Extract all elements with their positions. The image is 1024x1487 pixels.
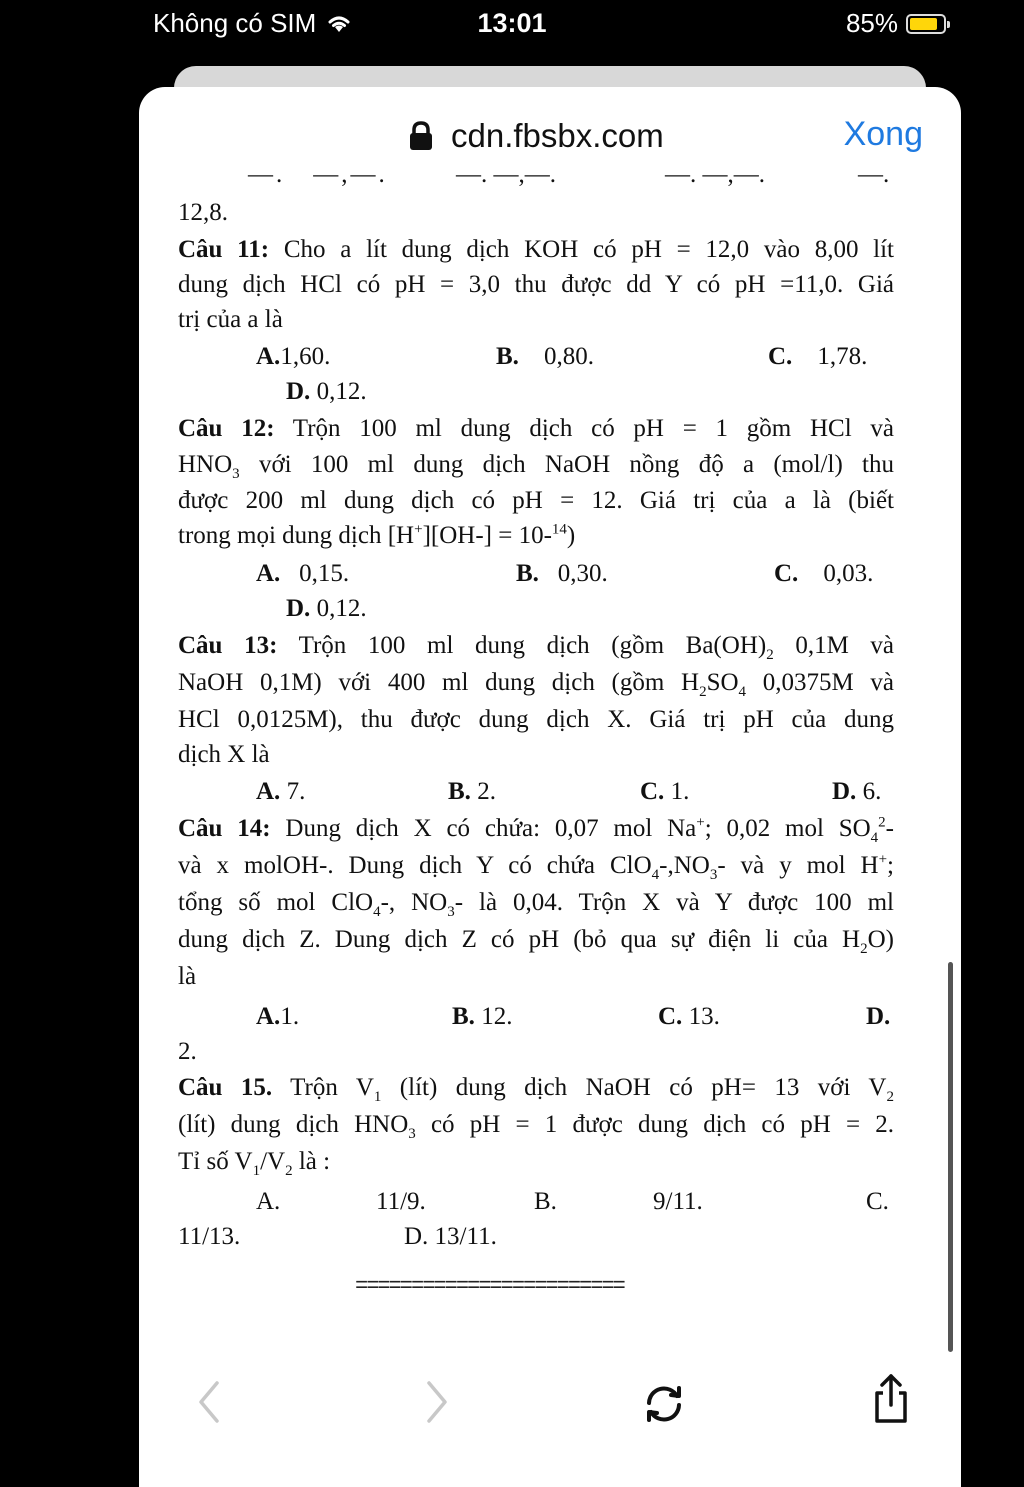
- lock-icon: [409, 121, 433, 151]
- refresh-icon[interactable]: [641, 1383, 687, 1425]
- question-14-line-4: dung dịch Z. Dung dịch Z có pH (bỏ qua sự điện li của $H_2O$): [178, 926, 894, 957]
- q12-option-c: C. 0,03.: [774, 560, 874, 587]
- carrier-label: Không có SIM: [153, 8, 317, 38]
- battery-fill: [910, 18, 937, 30]
- question-12-line-3: được 200 ml dung dịch có pH = 12. Giá trị của a là (biết: [178, 487, 894, 514]
- question-11-line-1: Câu 11: Cho a lít dung dịch KOH có pH = 12,0 vào 8,00 lít: [178, 236, 895, 263]
- q15-option-b: 9/11.: [653, 1188, 703, 1215]
- q11-option-a: A.1,60.: [256, 343, 331, 370]
- question-13-line-4: dịch X là: [178, 741, 270, 768]
- q13-option-a: A. 7.: [256, 778, 306, 805]
- q12-option-a: A. 0,15.: [256, 560, 350, 587]
- q15-option-c-label: C.: [866, 1188, 889, 1215]
- q11-option-d: D. 0,12.: [286, 378, 367, 405]
- url-text: cdn.fbsbx.com: [451, 117, 664, 154]
- done-button[interactable]: Xong: [843, 115, 923, 153]
- battery-percent: 85%: [845, 8, 898, 38]
- browser-toolbar: [139, 1357, 961, 1447]
- question-14-line-2: và x molOH-. Dung dịch Y có chứa $ClO_4-,NO_3-$ và y mol H+;: [178, 851, 894, 883]
- q11-option-b: B. 0,80.: [496, 343, 594, 370]
- question-15-line-2: (lít) dung dịch $HNO_3$ có pH = 1 được dung dịch có pH = 2.: [178, 1111, 894, 1142]
- document-view[interactable]: ―. ―,―. ―. ―,―. ―. ―,―. ―. 12,8. Câu 11: Cho a lít dung dịch KOH có pH = 12,0 vào 8,00 lít dung dịch HCl có pH = 3,0 thu được dd Y có pH =11,0. Giá trị của a là A.1,60. B. 0,80. C. 1,78. D. 0,12. Câu 12: Trộn 100 ml dung dịch có pH = 1 gồm HCl và $HNO_3$ với 100 ml dung dịch NaOH nồng độ a (mol/l) thu được 200 ml dung dịch có pH = 12. Giá trị của a là (biết trong mọi dung dịch [H+][OH-] = 10-$^{14}$) A. 0,15. B. 0,30. C. 0,03. D. 0,12. Câu 13: Trộn 100 ml dung dịch (gồm $Ba(OH)_2$ 0,1M và NaOH 0,1M) với 400 ml dung dịch (gồm $H_2SO_4$ 0,0375M và HCl 0,0125M), thu được dung dịch X. Giá trị pH của dung dịch X là A. 7. B. 2. C. 1. D. 6. Câu 14: Dung dịch X có chứa: 0,07 mol Na+; 0,02 mol $SO_4^2-$ và x molOH-. Dung dịch Y có chứa $ClO_4-,NO_3-$ và y mol H+; tổng số mol ClO$_4$-, $NO_3-$ là 0,04. Trộn X và Y được 100 ml dung dịch Z. Dung dịch Z có pH (bỏ qua sự điện li của $H_2O$) là A.1. B. 12. C. 13. D. 2. Câu 15. Trộn $V_1$ (lít) dung dịch NaOH có pH= 13 với $V_2$ (lít) dung dịch $HNO_3$ có pH = 1 được dung dịch có pH = 2. Tỉ số $V_1/V_2$ là : A. 11/9. B. 9/11. C. 11/13. D. 13/11. ========================: [178, 179, 894, 1359]
- question-14-line-5: là: [178, 963, 197, 990]
- q15-option-c: 11/13.: [178, 1223, 241, 1250]
- q14-option-a: A.1.: [256, 1003, 300, 1030]
- q13-option-b: B. 2.: [448, 778, 496, 805]
- wifi-icon: [326, 14, 352, 34]
- battery-icon: [906, 14, 946, 34]
- question-11-line-2: dung dịch HCl có pH = 3,0 thu được dd Y có pH =11,0. Giá: [178, 271, 894, 298]
- url-bar[interactable]: [409, 117, 664, 155]
- question-15-line-3: Tỉ số $V_1/V_2$ là :: [178, 1148, 331, 1179]
- question-15-line-1: Câu 15. Trộn $V_1$ (lít) dung dịch NaOH có pH= 13 với $V_2$: [178, 1074, 894, 1105]
- q13-option-c: C. 1.: [640, 778, 690, 805]
- carrier-indicator: [153, 8, 352, 39]
- q15-option-a-label: A.: [256, 1188, 281, 1215]
- q15-option-a: 11/9.: [376, 1188, 426, 1215]
- q14-option-c: C. 13.: [658, 1003, 720, 1030]
- q12-option-b: B. 0,30.: [516, 560, 608, 587]
- question-12-line-2: $HNO_3$ với 100 ml dung dịch NaOH nồng độ a (mol/l) thu: [178, 451, 894, 482]
- question-12-line-1: Câu 12: Trộn 100 ml dung dịch có pH = 1 gồm HCl và: [178, 415, 894, 442]
- separator-line: ========================: [355, 1274, 624, 1299]
- q14-option-d: D.: [866, 1003, 891, 1030]
- question-12-line-4: trong mọi dung dịch [H+][OH-] = 10-$^{14}$): [178, 521, 576, 549]
- scrollbar[interactable]: [948, 962, 953, 1352]
- prev-answer-tail: 12,8.: [178, 199, 228, 226]
- clock: 13:01: [477, 8, 547, 38]
- chevron-left-icon[interactable]: [195, 1379, 223, 1425]
- question-11-line-3: trị của a là: [178, 306, 283, 333]
- question-14-line-3: tổng số mol ClO$_4$-, $NO_3-$ là 0,04. Trộn X và Y được 100 ml: [178, 889, 894, 920]
- question-14-line-1: Câu 14: Dung dịch X có chứa: 0,07 mol Na+; 0,02 mol $SO_4^2-$: [178, 814, 894, 846]
- chevron-right-icon[interactable]: [423, 1379, 451, 1425]
- q13-option-d: D. 6.: [832, 778, 882, 805]
- question-13-line-1: Câu 13: Trộn 100 ml dung dịch (gồm $Ba(OH)_2$ 0,1M và: [178, 632, 895, 663]
- status-bar: [0, 0, 1024, 48]
- q14-option-d-value: 2.: [178, 1038, 197, 1065]
- q15-option-d: D. 13/11.: [404, 1223, 497, 1250]
- battery-indicator: [846, 8, 946, 39]
- q15-option-b-label: B.: [534, 1188, 557, 1215]
- share-icon[interactable]: [871, 1373, 911, 1425]
- browser-sheet: [139, 87, 961, 1487]
- question-13-line-3: HCl 0,0125M), thu được dung dịch X. Giá trị pH của dung: [178, 706, 894, 733]
- q14-option-b: B. 12.: [452, 1003, 513, 1030]
- q11-option-c: C. 1,78.: [768, 343, 868, 370]
- q12-option-d: D. 0,12.: [286, 595, 367, 622]
- question-13-line-2: NaOH 0,1M) với 400 ml dung dịch (gồm $H_2SO_4$ 0,0375M và: [178, 669, 894, 700]
